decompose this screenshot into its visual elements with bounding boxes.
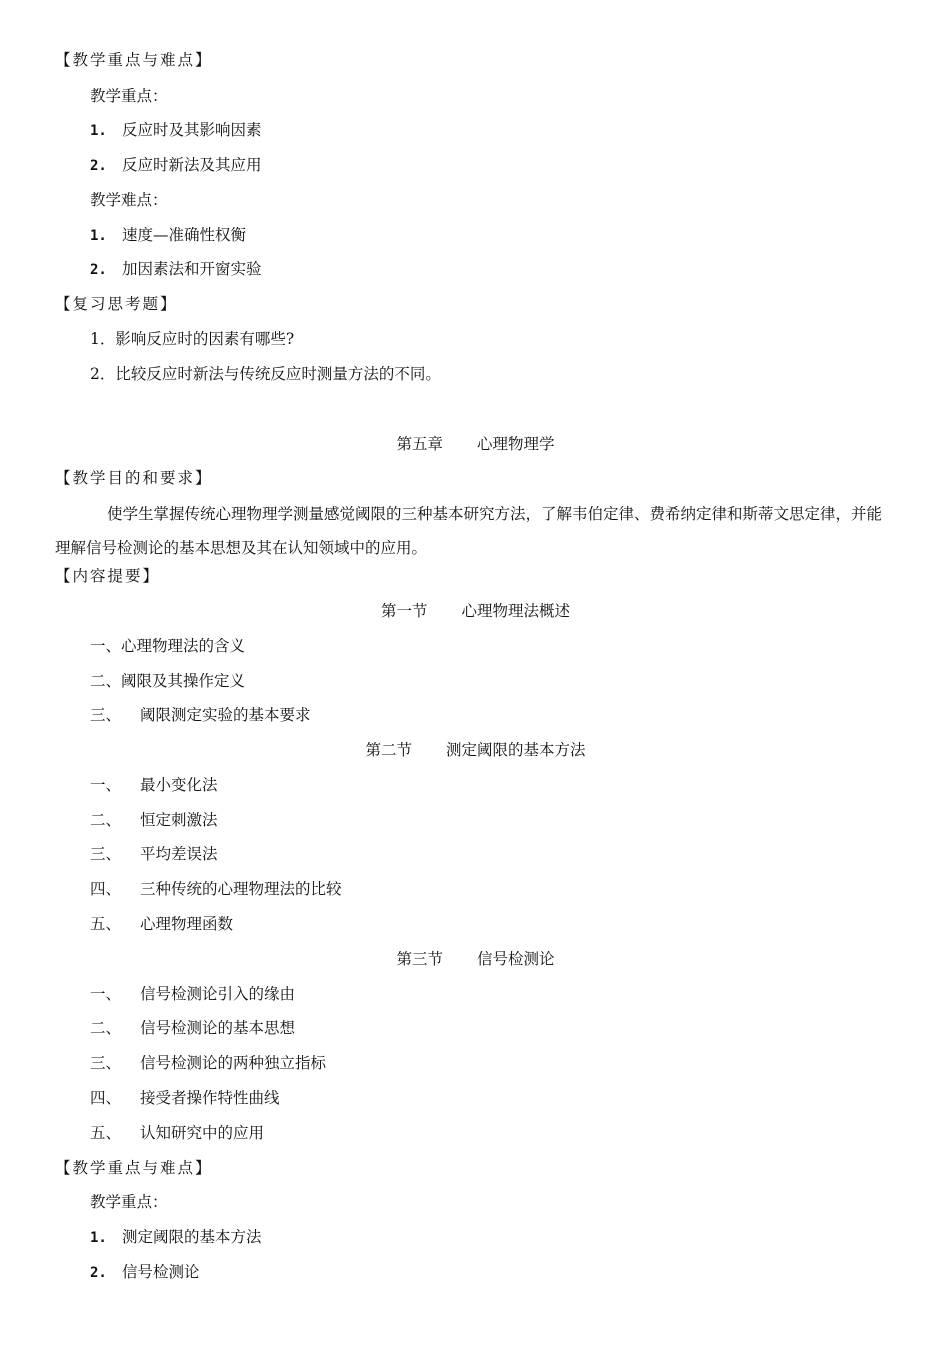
outline-text: 最小变化法 <box>140 776 218 794</box>
outline-text: 接受者操作特性曲线 <box>140 1089 280 1107</box>
outline-text: 信号检测论引入的缘由 <box>140 985 296 1003</box>
item-text: 速度—准确性权衡 <box>122 226 247 244</box>
outline-marker: 二、 <box>90 1019 122 1037</box>
item-number: 1. <box>90 123 107 139</box>
key-points-label: 教学重点： <box>90 1193 168 1211</box>
difficulties-label: 教学难点： <box>90 191 168 209</box>
outline-marker: 二、 <box>90 811 122 829</box>
item-number: 2. <box>90 262 107 278</box>
review-item: 1．影响反应时的因素有哪些? <box>90 330 295 348</box>
outline-text: 平均差误法 <box>140 845 218 863</box>
outline-marker: 二、 <box>90 672 122 690</box>
outline-item <box>90 1018 295 1038</box>
difficulty-item <box>90 225 246 246</box>
outline-marker: 三、 <box>90 706 122 724</box>
outline-item <box>90 671 245 691</box>
outline-marker: 三、 <box>90 1054 122 1072</box>
outline-item <box>90 1053 326 1073</box>
key-points-heading: 【教学重点与难点】 <box>55 1159 213 1177</box>
goals-heading: 【教学目的和要求】 <box>55 469 213 487</box>
item-number: 2. <box>90 1265 107 1281</box>
item-number: 2. <box>90 158 107 174</box>
item-text: 加因素法和开窗实验 <box>122 260 262 278</box>
outline-text: 认知研究中的应用 <box>140 1124 265 1142</box>
difficulty-item <box>90 259 262 280</box>
key-points-label: 教学重点： <box>90 87 168 105</box>
chapter-number: 第五章 <box>396 435 443 453</box>
section-number: 第一节 <box>380 602 428 620</box>
outline-item <box>90 636 245 656</box>
section-title <box>0 740 951 760</box>
outline-item <box>90 914 233 934</box>
outline-text: 阈限及其操作定义 <box>121 672 246 690</box>
outline-item <box>90 879 342 899</box>
content-heading: 【内容提要】 <box>55 567 161 585</box>
outline-text: 恒定刺激法 <box>140 811 218 829</box>
key-points-heading: 【教学重点与难点】 <box>55 51 213 69</box>
item-text: 测定阈限的基本方法 <box>122 1228 262 1246</box>
key-point-item <box>90 120 262 141</box>
item-number: 1. <box>90 1230 107 1246</box>
item-number: 1. <box>90 228 107 244</box>
outline-marker: 一、 <box>90 637 122 655</box>
item-text: 反应时新法及其应用 <box>122 156 262 174</box>
outline-text: 心理物理函数 <box>140 915 234 933</box>
outline-marker: 五、 <box>90 1124 122 1142</box>
item-text: 信号检测论 <box>122 1263 200 1281</box>
chapter-name: 心理物理学 <box>477 435 555 453</box>
outline-marker: 四、 <box>90 880 122 898</box>
section-title <box>0 949 951 969</box>
outline-marker: 五、 <box>90 915 122 933</box>
outline-text: 心理物理法的含义 <box>121 637 246 655</box>
outline-marker: 三、 <box>90 845 122 863</box>
outline-item <box>90 1123 264 1143</box>
outline-text: 信号检测论的两种独立指标 <box>140 1054 327 1072</box>
outline-item <box>90 810 218 830</box>
section-title <box>0 601 951 621</box>
outline-marker: 一、 <box>90 776 122 794</box>
outline-item <box>90 844 218 864</box>
outline-text: 三种传统的心理物理法的比较 <box>140 880 342 898</box>
section-name: 信号检测论 <box>477 950 555 968</box>
chapter-title <box>0 434 951 454</box>
outline-text: 阈限测定实验的基本要求 <box>140 706 311 724</box>
outline-marker: 一、 <box>90 985 122 1003</box>
review-item: 2．比较反应时新法与传统反应时测量方法的不同。 <box>90 365 441 383</box>
key-point-item <box>90 1262 200 1283</box>
outline-item <box>90 984 295 1004</box>
outline-marker: 四、 <box>90 1089 122 1107</box>
section-name: 测定阈限的基本方法 <box>446 741 586 759</box>
item-text: 反应时及其影响因素 <box>122 121 262 139</box>
key-point-item <box>90 155 262 176</box>
review-heading: 【复习思考题】 <box>55 295 178 313</box>
outline-item <box>90 775 218 795</box>
section-number: 第二节 <box>365 741 412 759</box>
goals-paragraph: 使学生掌握传统心理物理学测量感觉阈限的三种基本研究方法，了解韦伯定律、费希纳定律和斯蒂文思定律，并能理解信号检测论的基本思想及其在认知领域中的应用。 <box>55 505 883 557</box>
key-point-item <box>90 1227 262 1248</box>
outline-item <box>90 705 311 725</box>
section-name: 心理物理法概述 <box>461 602 571 620</box>
section-number: 第三节 <box>396 950 443 968</box>
outline-text: 信号检测论的基本思想 <box>140 1019 296 1037</box>
outline-item <box>90 1088 280 1108</box>
